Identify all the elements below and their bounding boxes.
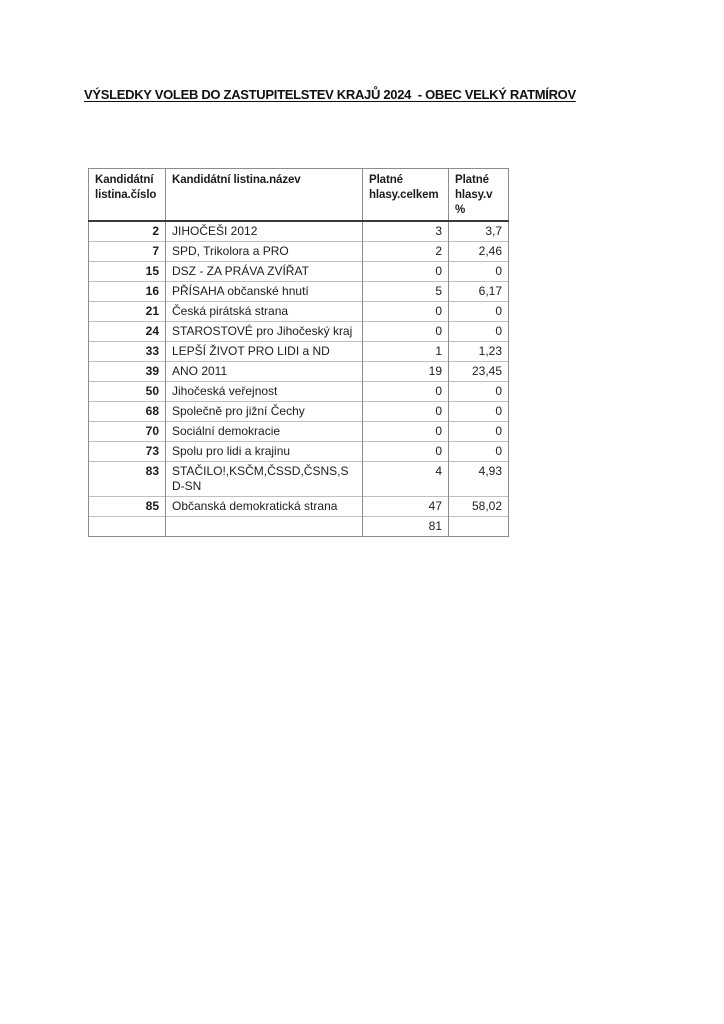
page-title: VÝSLEDKY VOLEB DO ZASTUPITELSTEV KRAJŮ 2024 - OBEC VELKÝ RATMÍROV [84,87,576,102]
table-row [89,302,509,322]
table-row [89,242,509,262]
cell-hlasy-pct: 58,02 [449,497,509,517]
cell-listina-nazev: Společně pro jižní Čechy [166,402,363,422]
cell-listina-nazev: Jihočeská veřejnost [166,382,363,402]
table-row [89,497,509,517]
cell-hlasy-pct: 2,46 [449,242,509,262]
table-row [89,462,509,497]
election-results-table [88,168,509,537]
cell-listina-nazev: LEPŠÍ ŽIVOT PRO LIDI a ND [166,342,363,362]
cell-listina-cislo: 68 [89,402,166,422]
cell-hlasy-pct: 23,45 [449,362,509,382]
column-header-hlasy-celkem: Platné hlasy.celkem [363,169,449,222]
table-row-total [89,517,509,537]
cell-hlasy-pct: 1,23 [449,342,509,362]
cell-hlasy-celkem: 0 [363,322,449,342]
cell-hlasy-celkem-total: 81 [363,517,449,537]
cell-listina-nazev: PŘÍSAHA občanské hnutí [166,282,363,302]
cell-listina-nazev: JIHOČEŠI 2012 [166,221,363,242]
cell-hlasy-pct: 0 [449,382,509,402]
cell-listina-cislo: 70 [89,422,166,442]
cell-hlasy-celkem: 0 [363,402,449,422]
cell-listina-cislo: 15 [89,262,166,282]
cell-listina-nazev: DSZ - ZA PRÁVA ZVÍŘAT [166,262,363,282]
cell-listina-cislo: 50 [89,382,166,402]
table-header-row [89,169,509,222]
cell-listina-cislo: 16 [89,282,166,302]
cell-listina-nazev: Sociální demokracie [166,422,363,442]
cell-hlasy-celkem: 2 [363,242,449,262]
table-row [89,442,509,462]
cell-hlasy-pct: 0 [449,302,509,322]
cell-listina-nazev: Spolu pro lidi a krajinu [166,442,363,462]
cell-hlasy-celkem: 19 [363,362,449,382]
cell-listina-nazev: SPD, Trikolora a PRO [166,242,363,262]
cell-listina-cislo: 24 [89,322,166,342]
cell-hlasy-pct: 0 [449,402,509,422]
cell-listina-nazev: Česká pirátská strana [166,302,363,322]
cell-listina-cislo: 83 [89,462,166,497]
column-header-hlasy-pct: Platné hlasy.v % [449,169,509,222]
cell-listina-cislo: 21 [89,302,166,322]
cell-hlasy-celkem: 0 [363,382,449,402]
cell-hlasy-pct: 3,7 [449,221,509,242]
cell-hlasy-celkem: 0 [363,262,449,282]
cell-listina-nazev: STAROSTOVÉ pro Jihočeský kraj [166,322,363,342]
cell-hlasy-pct: 0 [449,322,509,342]
cell-listina-cislo: 2 [89,221,166,242]
cell-hlasy-pct: 4,93 [449,462,509,497]
cell-listina-cislo: 7 [89,242,166,262]
cell-hlasy-celkem: 1 [363,342,449,362]
table-row [89,322,509,342]
cell-hlasy-pct: 0 [449,422,509,442]
table-row [89,402,509,422]
cell-listina-nazev: Občanská demokratická strana [166,497,363,517]
table-row [89,282,509,302]
cell-hlasy-pct: 6,17 [449,282,509,302]
table-row [89,422,509,442]
cell-listina-cislo: 73 [89,442,166,462]
cell-listina-cislo: 33 [89,342,166,362]
cell-hlasy-celkem: 3 [363,221,449,242]
table-row [89,221,509,242]
cell-listina-nazev [166,517,363,537]
cell-hlasy-celkem: 5 [363,282,449,302]
cell-listina-cislo [89,517,166,537]
cell-hlasy-pct: 0 [449,262,509,282]
column-header-listina-cislo: Kandidátní listina.číslo [89,169,166,222]
cell-hlasy-celkem: 0 [363,422,449,442]
table-row [89,382,509,402]
cell-hlasy-celkem: 0 [363,442,449,462]
cell-hlasy-celkem: 4 [363,462,449,497]
cell-listina-cislo: 85 [89,497,166,517]
cell-listina-nazev: ANO 2011 [166,362,363,382]
column-header-listina-nazev: Kandidátní listina.název [166,169,363,222]
cell-listina-cislo: 39 [89,362,166,382]
table-row [89,362,509,382]
table-row [89,262,509,282]
cell-hlasy-celkem: 47 [363,497,449,517]
cell-hlasy-celkem: 0 [363,302,449,322]
table-row [89,342,509,362]
cell-listina-nazev: STAČILO!,KSČM,ČSSD,ČSNS,SD-SN [166,462,363,497]
cell-hlasy-pct [449,517,509,537]
cell-hlasy-pct: 0 [449,442,509,462]
